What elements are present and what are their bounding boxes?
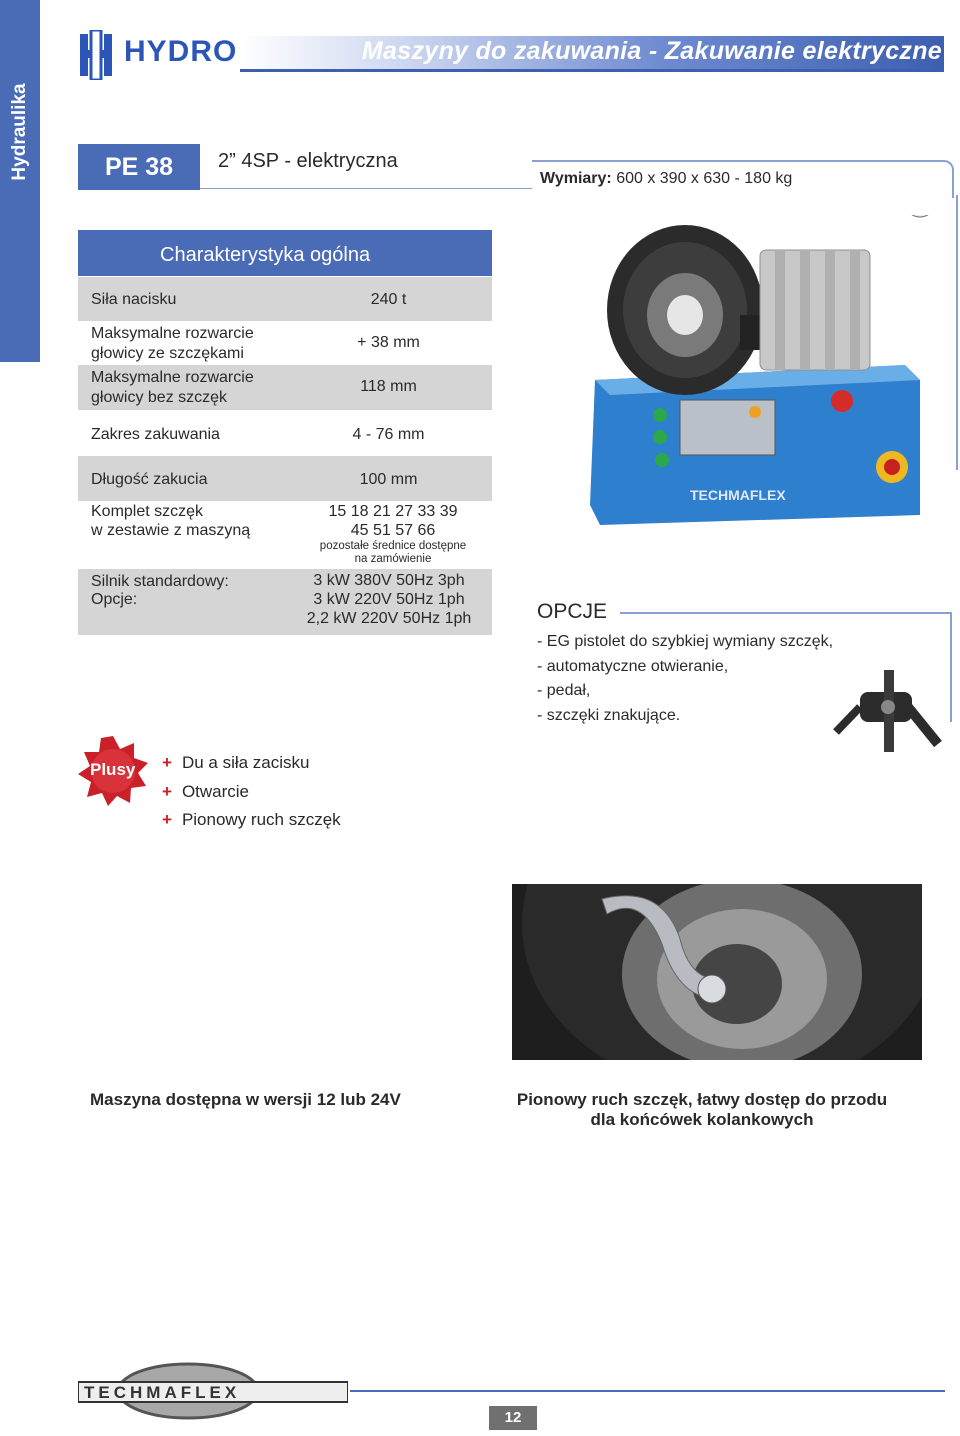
plus-marker: + [162,753,172,772]
option-item: - EG pistolet do szybkiej wymiany szczęk, [537,633,834,650]
spec-value: 240 t [370,291,407,308]
model-description: 2” 4SP - elektryczna [218,150,398,172]
spec-row [78,569,492,635]
page-number: 12 [489,1406,537,1430]
spec-label: w zestawie z maszyną [91,522,251,539]
plus-item [162,781,341,810]
spec-value: 45 51 57 66 [350,522,436,539]
spec-row [78,277,492,321]
spec-label: Maksymalne rozwarcie [91,325,254,342]
spec-value: 118 mm [360,378,417,395]
page-title: Maszyny do zakuwania - Zakuwanie elektryczne [361,37,942,65]
plus-text: Du a siła zacisku [181,753,310,772]
plus-list [162,752,341,838]
spec-note: pozostałe średnice dostępne [319,540,467,552]
options-divider [620,612,950,614]
footer-brand-text: TECHMAFLEX [84,1383,241,1402]
plus-text: Otwarcie [181,781,250,801]
spec-label: Zakres zakuwania [91,426,220,443]
caption-right-line: Pionowy ruch szczęk, łatwy dostęp do przodu [516,1090,888,1109]
spec-label: Opcje: [91,591,138,608]
plus-item [162,809,341,838]
crimp-head-photo [512,884,922,1060]
option-item: - automatyczne otwieranie, [537,657,729,675]
spec-value: + 38 mm [357,334,420,351]
spec-row [78,365,492,410]
spec-label: Komplet szczęk [91,503,204,520]
header-underline [240,69,944,72]
spec-note: na zamówienie [354,553,432,565]
spec-label: głowicy ze szczękami [91,345,244,362]
side-tab-label: Hydraulika [9,83,30,181]
caption-right [500,1090,904,1130]
spec-row [78,321,492,365]
spec-label: Długość zakucia [91,471,208,488]
plus-marker: + [162,781,172,801]
option-item: - szczęki znakujące. [537,706,681,724]
crimping-machine-image [560,215,955,545]
spec-row [78,456,492,501]
spec-value: 4 - 76 mm [352,426,425,443]
dimensions [540,170,792,188]
spec-label: Siła nacisku [91,291,177,308]
dims-value: 600 x 390 x 630 - 180 kg [616,170,793,187]
dims-label: Wymiary: [540,170,612,187]
quick-change-gun-image [830,662,942,758]
spec-label: Maksymalne rozwarcie [91,369,254,386]
footer-divider [350,1390,945,1392]
spec-value: 100 mm [359,471,418,488]
plus-text: Pionowy ruch szczęk [181,810,341,829]
spec-value: 2,2 kW 220V 50Hz 1ph [306,610,472,627]
spec-value: 15 18 21 27 33 39 [328,503,458,520]
caption-left: Maszyna dostępna w wersji 12 lub 24V [90,1090,401,1109]
option-item: - pedał, [537,682,591,699]
spec-value: 3 kW 380V 50Hz 3ph [313,572,465,589]
techmaflex-logo-icon [78,1362,348,1420]
spec-title: Charakterystyka ogólna [160,244,371,266]
spec-header [78,230,492,276]
spec-row [78,410,492,456]
caption-right-line: dla końcówek kolankowych [590,1110,814,1129]
spec-label: Silnik standardowy: [91,573,229,590]
options-frame [950,612,952,722]
svg-text:TECHMAFLEX: TECHMAFLEX [690,487,786,503]
model-divider [200,188,532,189]
options-title: OPCJE [537,600,608,623]
model-name: PE 38 [78,144,200,190]
plus-marker: + [162,810,172,829]
brand-name: HYDRO [124,35,238,68]
plus-item [162,752,341,781]
spec-label: głowicy bez szczęk [91,389,228,406]
spec-row [78,501,492,569]
plusy-badge-label: Plusy [90,760,136,779]
spec-value: 3 kW 220V 50Hz 1ph [313,591,465,608]
side-tab [0,0,40,362]
options-list [537,630,833,728]
